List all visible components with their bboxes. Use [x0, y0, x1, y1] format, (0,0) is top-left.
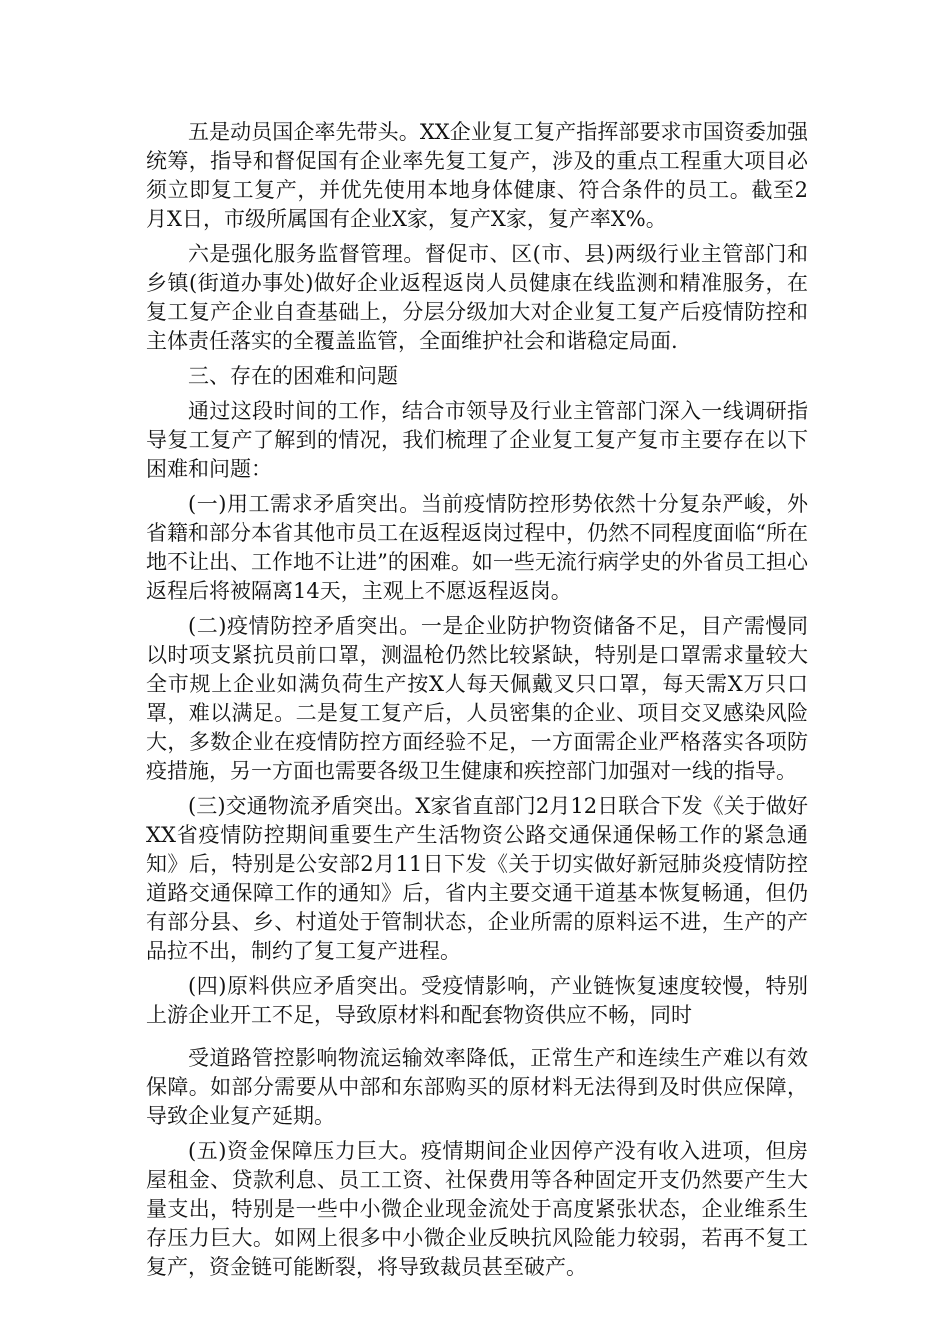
paragraph-difficulties-intro: 通过这段时间的工作，结合市领导及行业主管部门深入一线调研指导复工复产了解到的情况，我们梳理了企业复工复产复市主要存在以下困难和问题： [146, 399, 808, 481]
paragraph-transport-logistics: (三)交通物流矛盾突出。X家省直部门2月12日联合下发《关于做好XX省疫情防控期间重要生产生活物资公路交通保通保畅工作的紧急通知》后，特别是公安部2月11日下发《关于切实做好新冠肺炎疫情防控道路交通保障工作的通知》后，省内主要交通干道基本恢复畅通，但仍有部分县、乡、村道处于管制状态，企业所需的原料运不进，生产的产品拉不出，制约了复工复产进程。 [146, 794, 808, 963]
paragraph-raw-material-supply: (四)原料供应矛盾突出。受疫情影响，产业链恢复速度较慢，特别上游企业开工不足，导致原材料和配套物资供应不畅，同时 [146, 974, 808, 1027]
paragraph-soe-lead: 五是动员国企率先带头。XX企业复工复产指挥部要求市国资委加强统筹，指导和督促国有企业率先复工复产，涉及的重点工程重大项目必须立即复工复产，并优先使用本地身体健康、符合条件的员工。截至2月X日，市级所属国有企业X家，复产X家，复产率X%。 [146, 120, 808, 231]
paragraph-labor-demand: (一)用工需求矛盾突出。当前疫情防控形势依然十分复杂严峻，外省籍和部分本省其他市员工在返程返岗过程中，仍然不同程度面临“所在地不让出、工作地不让进”的困难。如一些无流行病学史的外省员工担心返程后将被隔离14天，主观上不愿返程返岗。 [146, 492, 808, 603]
paragraph-service-supervision: 六是强化服务监督管理。督促市、区(市、县)两级行业主管部门和乡镇(街道办事处)做好企业返程返岗人员健康在线监测和精准服务，在复工复产企业自查基础上，分层分级加大对企业复工复产后疫情防控和主体责任落实的全覆盖监管，全面维护社会和谐稳定局面. [146, 242, 808, 353]
section-heading-difficulties: 三、存在的困难和问题 [188, 364, 398, 388]
paragraph-raw-material-continued: 受道路管控影响物流运输效率降低，正常生产和连续生产难以有效保障。如部分需要从中部和东部购买的原材料无法得到及时供应保障，导致企业复产延期。 [146, 1046, 808, 1128]
paragraph-funding-pressure: (五)资金保障压力巨大。疫情期间企业因停产没有收入进项，但房屋租金、贷款利息、员工工资、社保费用等各种固定开支仍然要产生大量支出，特别是一些中小微企业现金流处于高度紧张状态，企业维系生存压力巨大。如网上很多中小微企业反映抗风险能力较弱，若再不复工复产，资金链可能断裂，将导致裁员甚至破产。 [146, 1139, 808, 1279]
document-body [146, 118, 808, 1288]
paragraph-epidemic-control: (二)疫情防控矛盾突出。一是企业防护物资储备不足，目产需慢同以时项支紧抗员前口罩，测温枪仍然比较紧缺，特别是口罩需求量较大全市规上企业如满负荷生产按X人每天佩戴叉只口罩，每天需X万只口罩，难以满足。二是复工复产后，人员密集的企业、项目交叉感染风险大，多数企业在疫情防控方面经验不足，一方面需企业严格落实各项防疫措施，另一方面也需要各级卫生健康和疾控部门加强对一线的指导。 [146, 614, 808, 783]
